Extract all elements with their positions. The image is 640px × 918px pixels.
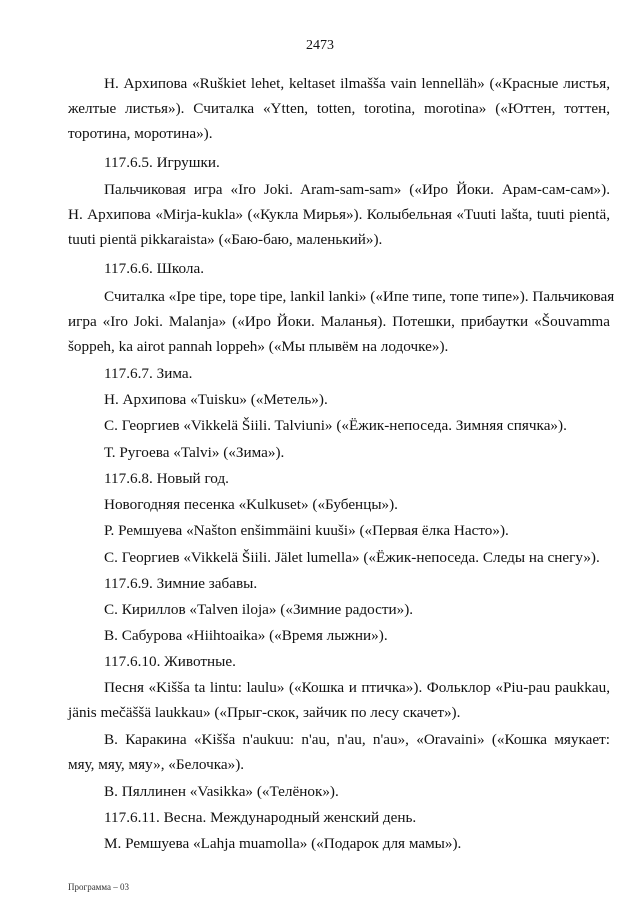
text-line: jänis mečäššä laukkau» («Прыг-скок, зайчик по лесу скачет»). bbox=[68, 704, 461, 721]
text-line: игра «Iro Joki. Malanja» («Иро Йоки. Маланья). Потешки, прибаутки «Šouvamma bbox=[68, 313, 610, 330]
text-line: Считалка «Ipe tipe, tope tipe, lankil lanki» («Ипе типе, топе типе»). Пальчиковая bbox=[104, 288, 615, 305]
text-line: В. Каракина «Kišša n'aukuu: n'au, n'au, n'au», «Oravaini» («Кошка мяукает: bbox=[104, 731, 610, 748]
text-line: желтые листья»). Считалка «Ytten, totten, torotina, morotina» («Юттен, тоттен, bbox=[68, 100, 610, 117]
paragraph bbox=[68, 177, 610, 252]
section-heading: 117.6.10. Животные. bbox=[104, 653, 236, 670]
paragraph bbox=[68, 727, 610, 777]
paragraph: С. Кириллов «Talven iloja» («Зимние радости»). bbox=[104, 601, 414, 618]
text-line: торотина, моротина»). bbox=[68, 125, 213, 142]
paragraph bbox=[68, 71, 610, 146]
paragraph: С. Георгиев «Vikkelä Šiili. Jälet lumella» («Ёжик-непоседа. Следы на снегу»). bbox=[104, 549, 600, 566]
paragraph: С. Георгиев «Vikkelä Šiili. Talviuni» («Ёжик-непоседа. Зимняя спячка»). bbox=[104, 417, 567, 434]
text-line: Пальчиковая игра «Iro Joki. Aram-sam-sam» («Иро Йоки. Арам-сам-сам»). bbox=[104, 181, 610, 198]
paragraph bbox=[68, 675, 610, 725]
section-heading: 117.6.9. Зимние забавы. bbox=[104, 575, 258, 592]
paragraph: М. Ремшуева «Lahja muamolla» («Подарок для мамы»). bbox=[104, 835, 462, 852]
paragraph: Н. Архипова «Tuisku» («Метель»). bbox=[104, 391, 328, 408]
paragraph: Т. Ругоева «Talvi» («Зима»). bbox=[104, 444, 285, 461]
text-line: Н. Архипова «Mirja-kukla» («Кукла Мирья»). Колыбельная «Tuuti lašta, tuuti pientä, bbox=[68, 206, 610, 223]
section-heading: 117.6.8. Новый год. bbox=[104, 470, 229, 487]
section-heading: 117.6.11. Весна. Международный женский день. bbox=[104, 809, 417, 826]
paragraph: Новогодняя песенка «Kulkuset» («Бубенцы»). bbox=[104, 496, 398, 513]
paragraph: Р. Ремшуева «Našton enšimmäini kuuši» («Первая ёлка Насто»). bbox=[104, 522, 509, 539]
text-line: Песня «Kišša ta lintu: laulu» («Кошка и птичка»). Фольклор «Piu-pau paukkau, bbox=[104, 679, 610, 696]
paragraph: В. Сабурова «Hiihtoaika» («Время лыжни»). bbox=[104, 627, 388, 644]
paragraph bbox=[68, 284, 615, 359]
footer-note: Программа – 03 bbox=[68, 882, 130, 892]
page-number: 2473 bbox=[306, 38, 334, 53]
text-line: tuuti pientä pikkaraista» («Баю-баю, маленький»). bbox=[68, 231, 383, 248]
paragraph: В. Пяллинен «Vasikka» («Телёнок»). bbox=[104, 783, 339, 800]
section-heading: 117.6.7. Зима. bbox=[104, 365, 193, 382]
section-heading: 117.6.5. Игрушки. bbox=[104, 154, 220, 171]
section-heading: 117.6.6. Школа. bbox=[104, 260, 205, 277]
text-line: Н. Архипова «Ruškiet lehet, keltaset ilmaššа vain lennelläh» («Красные листья, bbox=[104, 75, 610, 92]
text-line: šoppeh, ka airot pannah loppeh» («Мы плывём на лодочке»). bbox=[68, 338, 449, 355]
text-line: мяу, мяу, мяу», «Белочка»). bbox=[68, 756, 245, 773]
